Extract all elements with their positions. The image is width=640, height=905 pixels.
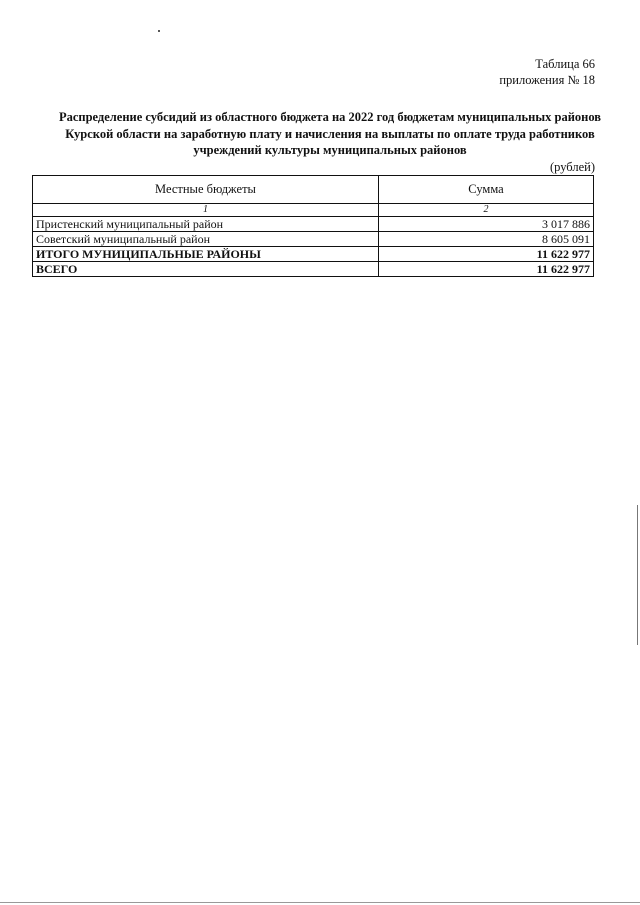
column-header-amount: Сумма	[379, 176, 594, 204]
subtotal-label: ИТОГО МУНИЦИПАЛЬНЫЕ РАЙОНЫ	[33, 247, 379, 262]
subtotal-row	[33, 247, 594, 262]
column-header-budgets: Местные бюджеты	[33, 176, 379, 204]
title-line-3: учреждений культуры муниципальных районов	[193, 143, 467, 157]
scan-edge-bottom	[0, 902, 640, 903]
column-number-row	[33, 204, 594, 217]
total-row	[33, 262, 594, 277]
column-number-2: 2	[379, 204, 594, 217]
total-label: ВСЕГО	[33, 262, 379, 277]
table-row	[33, 217, 594, 232]
title-line-2: Курской области на заработную плату и начисления на выплаты по оплате труда работников	[65, 126, 595, 141]
appendix-reference: приложения № 18	[499, 73, 595, 87]
district-amount: 8 605 091	[379, 232, 594, 247]
table-number: Таблица 66	[535, 57, 595, 71]
title-line-1: Распределение субсидий из областного бюджета на 2022 год бюджетам муниципальных районов	[58, 110, 602, 124]
district-name: Советский муниципальный район	[33, 232, 379, 247]
scan-speck	[158, 30, 160, 32]
district-name: Пристенский муниципальный район	[33, 217, 379, 232]
subsidy-table	[32, 175, 594, 277]
table-row	[33, 232, 594, 247]
column-number-1: 1	[33, 204, 379, 217]
scan-edge-right	[637, 505, 638, 645]
document-title	[30, 109, 630, 159]
total-amount: 11 622 977	[379, 262, 594, 277]
subtotal-amount: 11 622 977	[379, 247, 594, 262]
district-amount: 3 017 886	[379, 217, 594, 232]
units-label: (рублей)	[549, 160, 595, 174]
